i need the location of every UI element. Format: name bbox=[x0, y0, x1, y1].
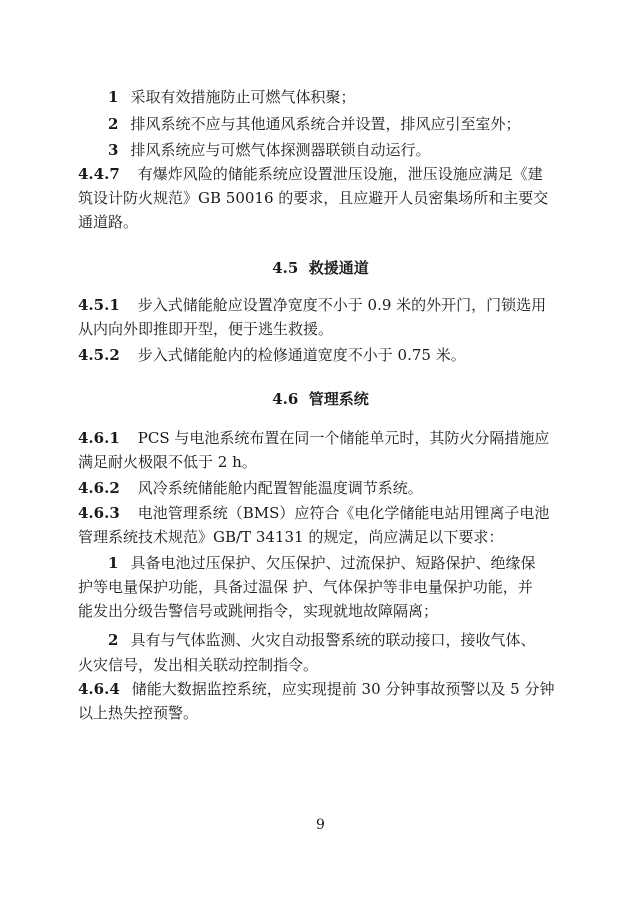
clause-text-line: 通道路。 bbox=[78, 213, 139, 231]
clause-text-line: 满足耐火极限不低于 2 h。 bbox=[78, 453, 257, 471]
list-item: 1 采取有效措施防止可燃气体积聚； bbox=[108, 88, 356, 106]
clause-text-line: 筑设计防火规范》GB 50016 的要求，且应避开人员密集场所和主要交 bbox=[78, 189, 549, 207]
clause-text-line: 以上热失控预警。 bbox=[78, 704, 199, 722]
clause-text-line: 从内向外即推即开型，便于逃生救援。 bbox=[78, 320, 334, 338]
clause-text-line: 护等电量保护功能，具备过温保 护、气体保护等非电量保护功能，并 bbox=[78, 578, 533, 596]
list-item: 2 具有与气体监测、火灾自动报警系统的联动接口，接收气体、 bbox=[108, 631, 536, 649]
clause-4-6-2: 4.6.2 风冷系统储能舱内配置智能温度调节系统。 bbox=[78, 479, 423, 497]
clause-4-6-1: 4.6.1 PCS 与电池系统布置在同一个储能单元时，其防火分隔措施应 bbox=[78, 429, 550, 447]
clause-4-4-7: 4.4.7 有爆炸风险的储能系统应设置泄压设施，泄压设施应满足《建 bbox=[78, 165, 543, 183]
clause-4-5-2: 4.5.2 步入式储能舱内的检修通道宽度不小于 0.75 米。 bbox=[78, 346, 466, 364]
clause-4-5-1: 4.5.1 步入式储能舱应设置净宽度不小于 0.9 米的外开门，门锁选用 bbox=[78, 296, 547, 314]
clause-text-line: 能发出分级告警信号或跳闸指令，实现就地故障隔离； bbox=[78, 602, 439, 620]
list-item: 1 具备电池过压保护、欠压保护、过流保护、短路保护、绝缘保 bbox=[108, 554, 536, 572]
section-heading-4-5: 4.5 救援通道 bbox=[272, 259, 369, 277]
section-heading-4-6: 4.6 管理系统 bbox=[272, 390, 369, 408]
list-item: 3 排风系统应与可燃气体探测器联锁自动运行。 bbox=[108, 141, 431, 159]
list-item: 2 排风系统不应与其他通风系统合并设置，排风应引至室外； bbox=[108, 115, 521, 133]
clause-4-6-3: 4.6.3 电池管理系统（BMS）应符合《电化学储能电站用锂离子电池 bbox=[78, 504, 550, 522]
clause-4-6-4: 4.6.4 储能大数据监控系统，应实现提前 30 分钟事故预警以及 5 分钟 bbox=[78, 680, 555, 698]
clause-text-line: 管理系统技术规范》GB/T 34131 的规定，尚应满足以下要求： bbox=[78, 528, 504, 546]
page-number: 9 bbox=[316, 817, 325, 833]
clause-text-line: 火灾信号，发出相关联动控制指令。 bbox=[78, 656, 319, 674]
